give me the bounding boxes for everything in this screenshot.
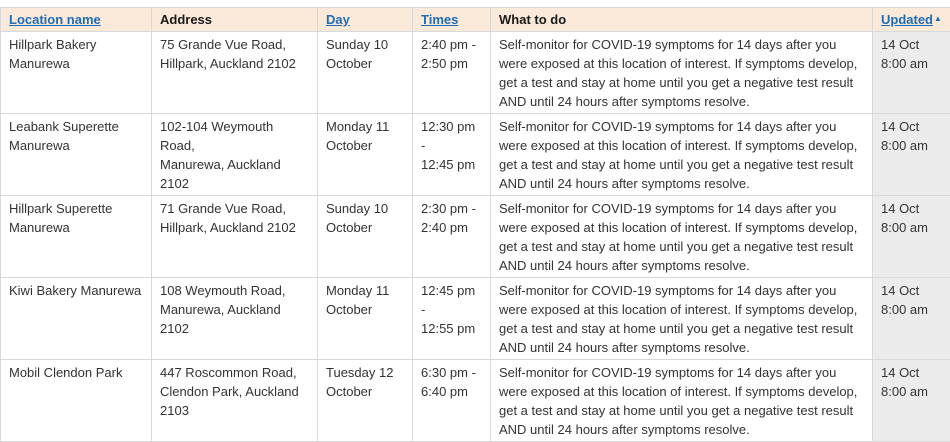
sort-by-times-link[interactable]: Times xyxy=(421,12,458,27)
updated-line: 14 Oct xyxy=(881,365,919,380)
location-line: Kiwi Bakery Manurewa xyxy=(9,283,141,298)
time-line: 6:40 pm xyxy=(421,384,468,399)
column-header-day xyxy=(318,8,413,32)
advice-line: get a test and stay at home until you get a negative test result xyxy=(499,321,853,336)
day-line: Sunday 10 xyxy=(326,201,388,216)
location-cell xyxy=(1,196,152,278)
location-line: Leabank Superette xyxy=(9,119,119,134)
address-line: Manurewa, Auckland 2102 xyxy=(160,302,281,336)
day-line: Tuesday 12 xyxy=(326,365,393,380)
advice-line: AND until 24 hours after symptoms resolve. xyxy=(499,176,750,191)
updated-line: 14 Oct xyxy=(881,201,919,216)
address-cell xyxy=(152,32,318,114)
address-line: 75 Grande Vue Road, xyxy=(160,37,286,52)
times-cell xyxy=(413,32,491,114)
updated-line: 8:00 am xyxy=(881,138,928,153)
address-line: Hillpark, Auckland 2102 xyxy=(160,56,296,71)
location-line: Manurewa xyxy=(9,220,70,235)
time-line: 12:30 pm - xyxy=(421,119,475,153)
table-row xyxy=(1,360,950,442)
table-row xyxy=(1,32,950,114)
what-to-do-cell xyxy=(491,32,873,114)
day-line: October xyxy=(326,56,372,71)
advice-line: AND until 24 hours after symptoms resolve. xyxy=(499,258,750,273)
sort-by-day-link[interactable]: Day xyxy=(326,12,350,27)
day-line: October xyxy=(326,302,372,317)
updated-line: 14 Oct xyxy=(881,37,919,52)
time-line: 12:55 pm xyxy=(421,321,475,336)
time-line: 12:45 pm - xyxy=(421,283,475,317)
table-row xyxy=(1,196,950,278)
times-cell xyxy=(413,360,491,442)
what-to-do-cell xyxy=(491,114,873,196)
advice-line: get a test and stay at home until you get a negative test result xyxy=(499,239,853,254)
address-line: Clendon Park, Auckland xyxy=(160,384,299,399)
what-to-do-cell xyxy=(491,360,873,442)
advice-line: get a test and stay at home until you get a negative test result xyxy=(499,157,853,172)
updated-line: 14 Oct xyxy=(881,283,919,298)
address-cell xyxy=(152,278,318,360)
advice-line: were exposed at this location of interest. If symptoms develop, xyxy=(499,56,857,71)
address-line: Hillpark, Auckland 2102 xyxy=(160,220,296,235)
updated-line: 8:00 am xyxy=(881,302,928,317)
day-line: Sunday 10 xyxy=(326,37,388,52)
updated-cell xyxy=(873,196,950,278)
day-line: October xyxy=(326,220,372,235)
caret-up-icon[interactable]: ▲ xyxy=(934,9,942,28)
time-line: 2:50 pm xyxy=(421,56,468,71)
time-line: 2:40 pm xyxy=(421,220,468,235)
times-cell xyxy=(413,114,491,196)
advice-line: were exposed at this location of interest. If symptoms develop, xyxy=(499,384,857,399)
address-line: 102-104 Weymouth Road, xyxy=(160,119,273,153)
what-to-do-cell xyxy=(491,196,873,278)
updated-line: 8:00 am xyxy=(881,220,928,235)
updated-cell xyxy=(873,278,950,360)
column-header-times xyxy=(413,8,491,32)
day-line: October xyxy=(326,384,372,399)
advice-line: get a test and stay at home until you get a negative test result xyxy=(499,403,853,418)
time-line: 12:45 pm xyxy=(421,157,475,172)
time-line: 2:30 pm - xyxy=(421,201,476,216)
column-header-updated xyxy=(873,8,950,32)
column-header-location xyxy=(1,8,152,32)
location-line: Mobil Clendon Park xyxy=(9,365,122,380)
updated-cell xyxy=(873,32,950,114)
day-line: Monday 11 xyxy=(326,119,389,134)
day-cell xyxy=(318,278,413,360)
address-line: 447 Roscommon Road, xyxy=(160,365,297,380)
time-line: 6:30 pm - xyxy=(421,365,476,380)
sort-by-updated-link[interactable]: Updated xyxy=(881,12,933,27)
column-header-address: Address xyxy=(152,8,318,32)
address-line: 2103 xyxy=(160,403,189,418)
updated-cell xyxy=(873,114,950,196)
table-row xyxy=(1,278,950,360)
advice-line: AND until 24 hours after symptoms resolve. xyxy=(499,340,750,355)
location-cell xyxy=(1,32,152,114)
table-header-row xyxy=(1,8,950,32)
times-cell xyxy=(413,196,491,278)
sort-by-location-link[interactable]: Location name xyxy=(9,12,101,27)
address-line: 71 Grande Vue Road, xyxy=(160,201,286,216)
address-cell xyxy=(152,114,318,196)
day-line: October xyxy=(326,138,372,153)
time-line: 2:40 pm - xyxy=(421,37,476,52)
location-cell xyxy=(1,360,152,442)
advice-line: AND until 24 hours after symptoms resolve. xyxy=(499,94,750,109)
day-cell xyxy=(318,114,413,196)
advice-line: Self-monitor for COVID-19 symptoms for 14 days after you xyxy=(499,119,836,134)
what-to-do-cell xyxy=(491,278,873,360)
advice-line: Self-monitor for COVID-19 symptoms for 14 days after you xyxy=(499,365,836,380)
updated-line: 8:00 am xyxy=(881,384,928,399)
location-cell xyxy=(1,278,152,360)
times-cell xyxy=(413,278,491,360)
table-row xyxy=(1,114,950,196)
updated-line: 14 Oct xyxy=(881,119,919,134)
advice-line: were exposed at this location of interest. If symptoms develop, xyxy=(499,302,857,317)
updated-line: 8:00 am xyxy=(881,56,928,71)
advice-line: were exposed at this location of interest. If symptoms develop, xyxy=(499,138,857,153)
address-cell xyxy=(152,360,318,442)
location-line: Hillpark Superette xyxy=(9,201,112,216)
day-cell xyxy=(318,196,413,278)
address-line: 108 Weymouth Road, xyxy=(160,283,286,298)
location-line: Manurewa xyxy=(9,56,70,71)
location-cell xyxy=(1,114,152,196)
advice-line: AND until 24 hours after symptoms resolve. xyxy=(499,422,750,437)
day-cell xyxy=(318,32,413,114)
day-line: Monday 11 xyxy=(326,283,389,298)
advice-line: get a test and stay at home until you get a negative test result xyxy=(499,75,853,90)
locations-of-interest-table xyxy=(0,7,950,442)
advice-line: Self-monitor for COVID-19 symptoms for 14 days after you xyxy=(499,201,836,216)
location-line: Manurewa xyxy=(9,138,70,153)
advice-line: Self-monitor for COVID-19 symptoms for 14 days after you xyxy=(499,283,836,298)
advice-line: Self-monitor for COVID-19 symptoms for 14 days after you xyxy=(499,37,836,52)
address-line: Manurewa, Auckland 2102 xyxy=(160,157,281,191)
updated-cell xyxy=(873,360,950,442)
day-cell xyxy=(318,360,413,442)
location-line: Hillpark Bakery xyxy=(9,37,96,52)
address-cell xyxy=(152,196,318,278)
column-header-what-to-do: What to do xyxy=(491,8,873,32)
advice-line: were exposed at this location of interest. If symptoms develop, xyxy=(499,220,857,235)
